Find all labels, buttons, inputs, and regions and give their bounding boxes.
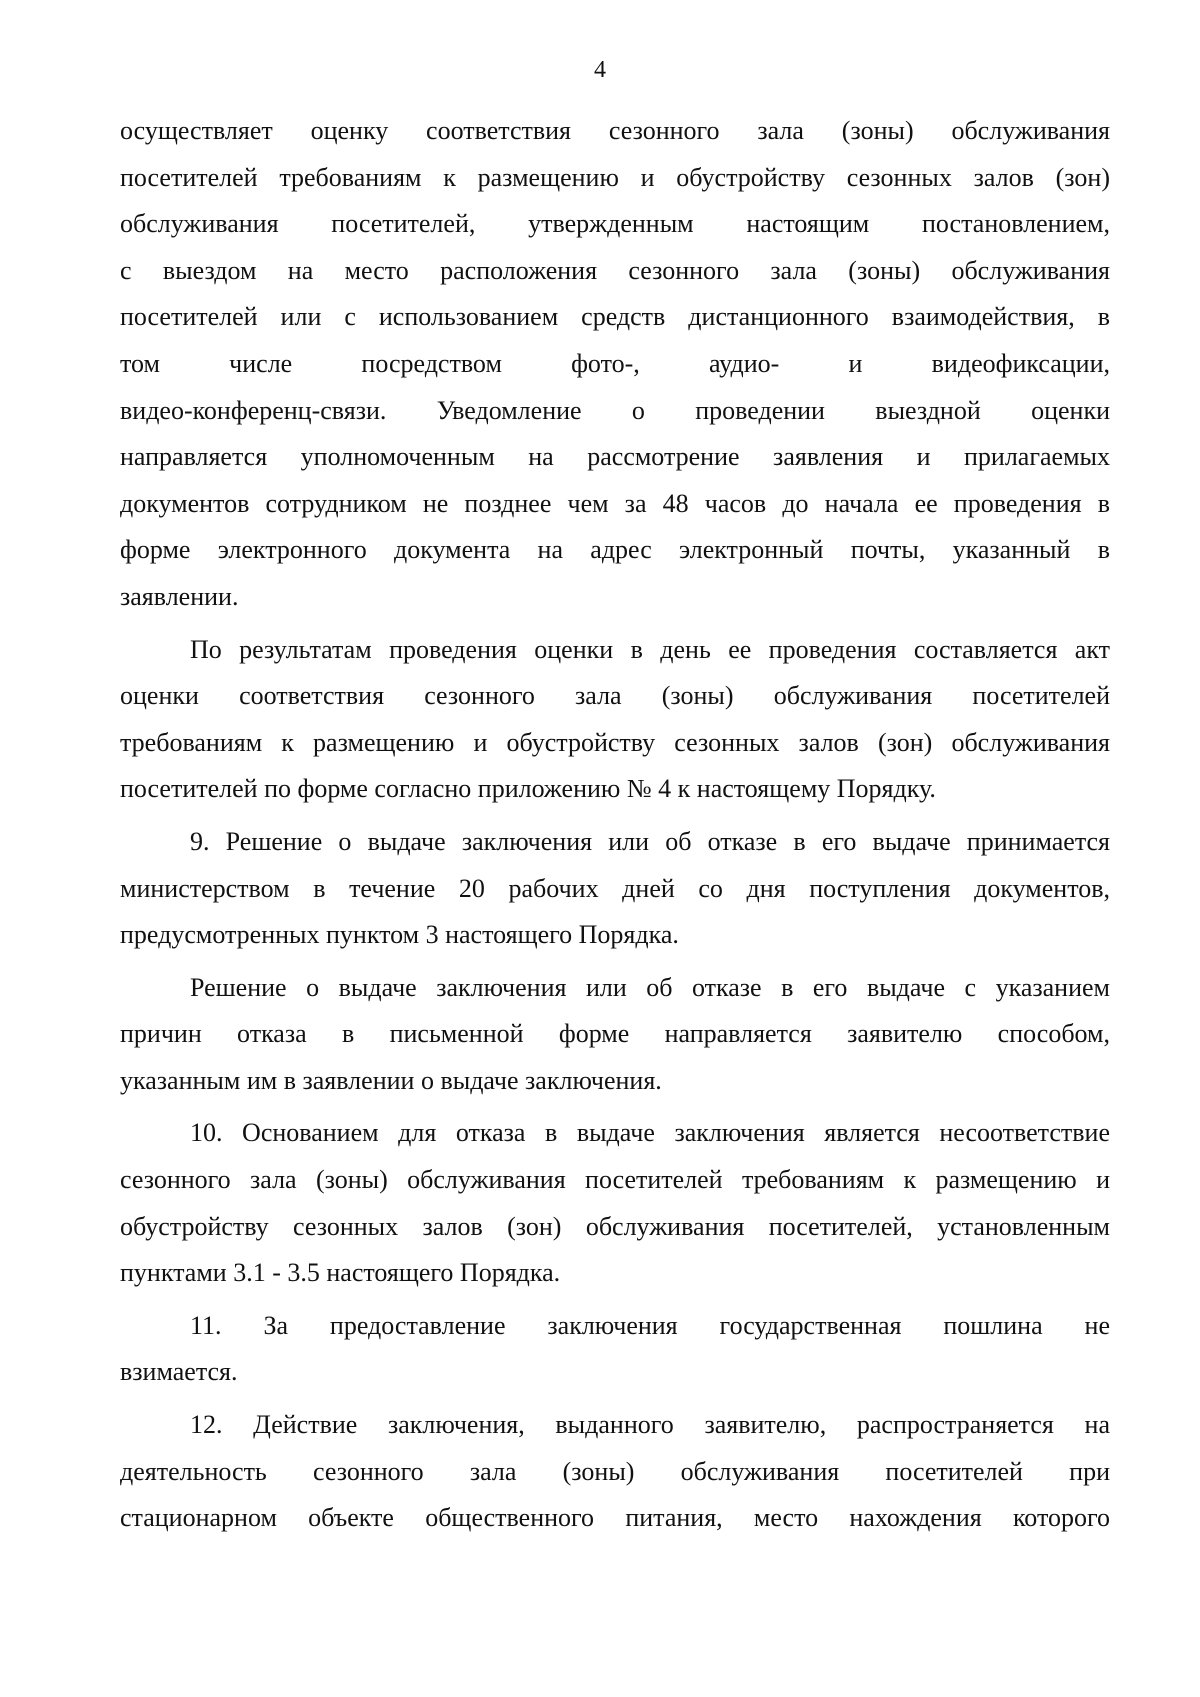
text-line: видео-конференц-связи. Уведомление о проведении выездной оценки: [120, 395, 1110, 425]
text-line: с выездом на место расположения сезонного зала (зоны) обслуживания: [120, 255, 1110, 285]
paragraph: [120, 965, 1110, 1105]
paragraph: [120, 627, 1110, 813]
page-number: 4: [594, 57, 606, 83]
text-line: 11. За предоставление заключения государственная пошлина не: [190, 1310, 1110, 1340]
text-line: направляется уполномоченным на рассмотрение заявления и прилагаемых: [120, 442, 1110, 472]
text-line: требованиям к размещению и обустройству сезонных залов (зон) обслуживания: [120, 727, 1110, 757]
text-line: форме электронного документа на адрес электронный почты, указанный в: [120, 535, 1110, 565]
paragraph: [120, 1402, 1110, 1542]
text-line: взимается.: [120, 1357, 238, 1387]
text-line: Решение о выдаче заключения или об отказе в его выдаче с указанием: [190, 972, 1110, 1002]
text-line: пунктами 3.1 - 3.5 настоящего Порядка.: [120, 1258, 561, 1288]
text-line: посетителей по форме согласно приложению № 4 к настоящему Порядку.: [120, 774, 936, 804]
text-line: 10. Основанием для отказа в выдаче заключения является несоответствие: [190, 1118, 1110, 1148]
text-line: предусмотренных пунктом 3 настоящего Порядка.: [120, 920, 679, 950]
paragraph: [120, 819, 1110, 959]
document-body: [120, 108, 1110, 1542]
text-line: заявлении.: [120, 581, 239, 611]
paragraph: [120, 1110, 1110, 1296]
text-line: 12. Действие заключения, выданного заявителю, распространяется на: [190, 1410, 1110, 1440]
text-line: сезонного зала (зоны) обслуживания посетителей требованиям к размещению и: [120, 1165, 1110, 1195]
text-line: посетителей или с использованием средств дистанционного взаимодействия, в: [120, 302, 1110, 332]
text-line: 9. Решение о выдаче заключения или об отказе в его выдаче принимается: [190, 826, 1110, 856]
text-line: деятельность сезонного зала (зоны) обслуживания посетителей при: [120, 1456, 1110, 1486]
text-line: документов сотрудником не позднее чем за 48 часов до начала ее проведения в: [120, 488, 1110, 518]
paragraph: [120, 1303, 1110, 1396]
text-line: оценки соответствия сезонного зала (зоны) обслуживания посетителей: [120, 681, 1110, 711]
text-line: посетителей требованиям к размещению и обустройству сезонных залов (зон): [120, 162, 1110, 192]
text-line: обустройству сезонных залов (зон) обслуживания посетителей, установленным: [120, 1211, 1110, 1241]
text-line: стационарном объекте общественного питания, место нахождения которого: [120, 1503, 1110, 1533]
text-line: обслуживания посетителей, утвержденным настоящим постановлением,: [120, 209, 1110, 239]
paragraph: [120, 108, 1110, 621]
text-line: причин отказа в письменной форме направляется заявителю способом,: [120, 1019, 1110, 1049]
text-line: министерством в течение 20 рабочих дней со дня поступления документов,: [120, 873, 1110, 903]
text-line: осуществляет оценку соответствия сезонного зала (зоны) обслуживания: [120, 116, 1110, 145]
text-line: указанным им в заявлении о выдаче заключения.: [120, 1065, 662, 1095]
text-line: По результатам проведения оценки в день ее проведения составляется акт: [190, 634, 1110, 664]
text-line: том числе посредством фото-, аудио- и видеофиксации,: [120, 348, 1110, 378]
